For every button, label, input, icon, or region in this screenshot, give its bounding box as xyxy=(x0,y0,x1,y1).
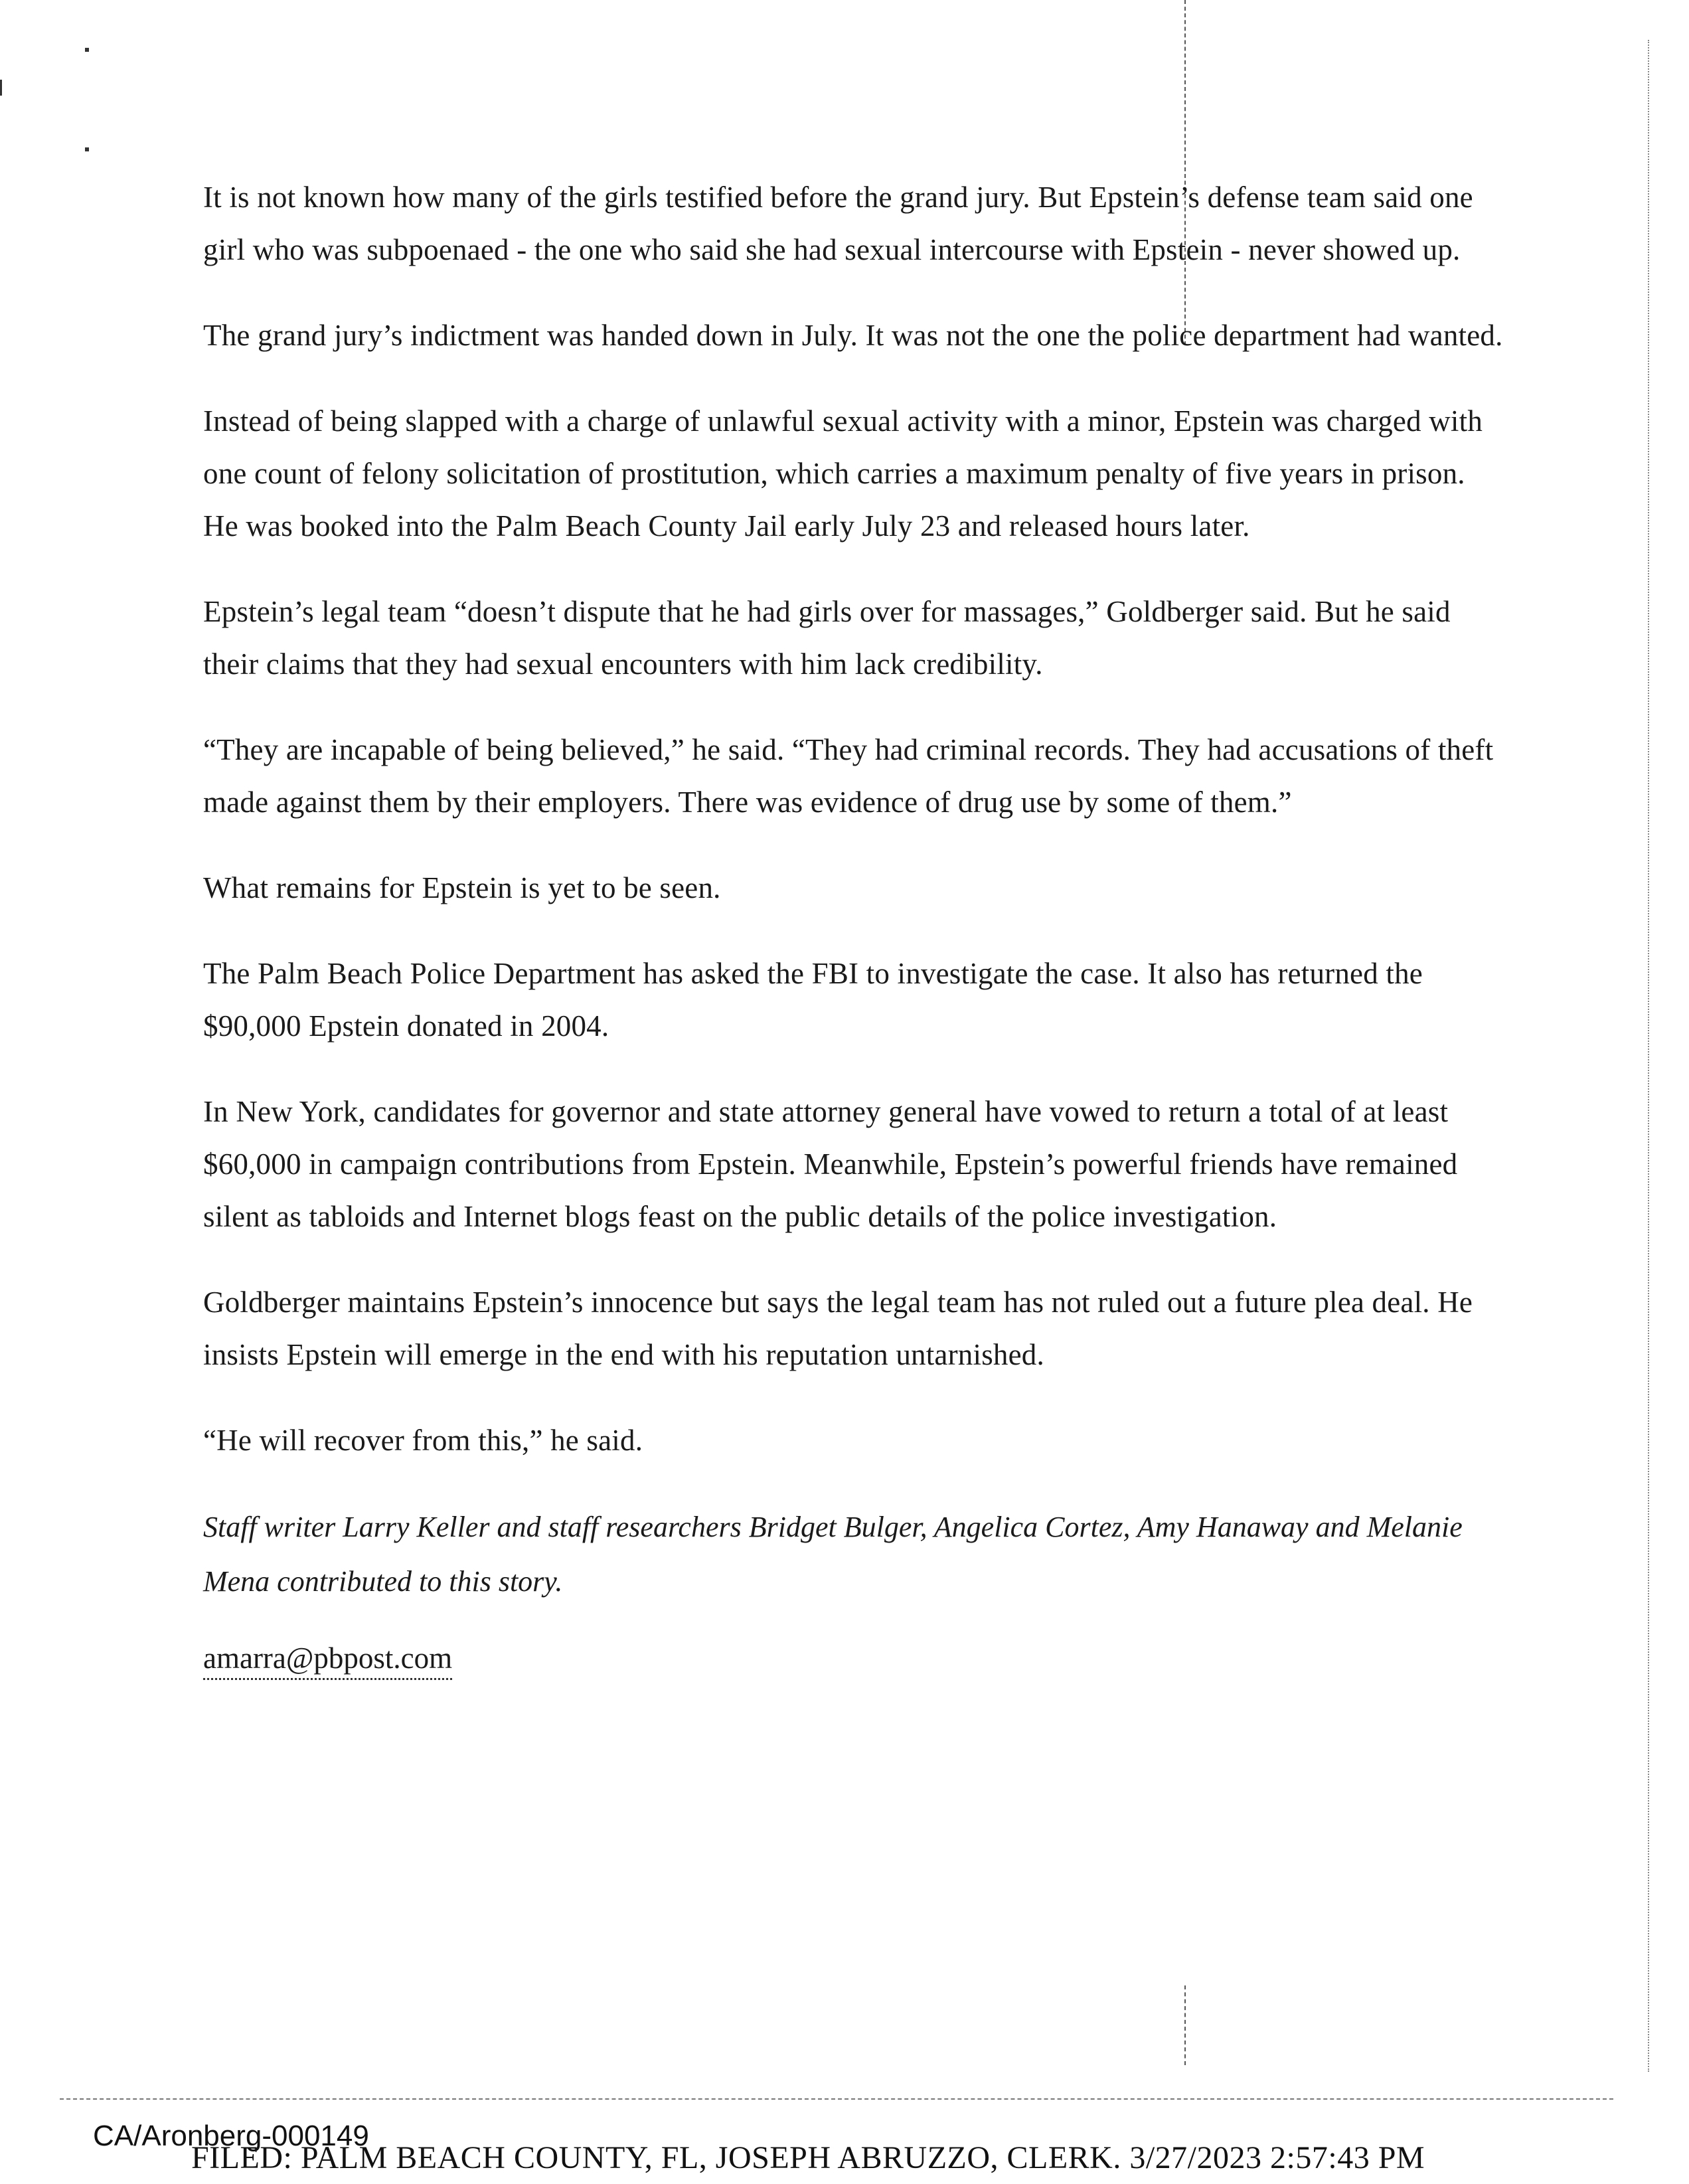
scan-artifact-mark xyxy=(85,147,89,151)
scan-artifact-right-edge xyxy=(1648,40,1649,2072)
filing-stamp: FILED: PALM BEACH COUNTY, FL, JOSEPH ABRUZZO, CLERK. 3/27/2023 2:57:43 PM xyxy=(191,2140,1425,2175)
article-paragraph: The grand jury’s indictment was handed down in July. It was not the one the police department had wanted. xyxy=(203,319,1503,352)
article-paragraph: It is not known how many of the girls testified before the grand jury. But Epstein’s defense team said one girl who was subpoenaed - the one who said she had sexual intercourse with Epstein - never showed up. xyxy=(203,181,1473,266)
scan-artifact-bottom-line xyxy=(60,2098,1613,2100)
article-paragraph: “He will recover from this,” he said. xyxy=(203,1424,643,1457)
article-paragraph: The Palm Beach Police Department has asked the FBI to investigate the case. It also has returned the $90,000 Epstein donated in 2004. xyxy=(203,957,1423,1043)
scan-artifact-mark xyxy=(0,80,2,96)
article-paragraph: Goldberger maintains Epstein’s innocence but says the legal team has not ruled out a future plea deal. He insists Epstein will emerge in the end with his reputation untarnished. xyxy=(203,1286,1473,1371)
staff-credit: Staff writer Larry Keller and staff researchers Bridget Bulger, Angelica Cortez, Amy Hanaway and Melanie Mena contributed to this story. xyxy=(203,1511,1463,1598)
author-email-link[interactable]: amarra@pbpost.com xyxy=(203,1639,452,1680)
article-paragraph: Epstein’s legal team “doesn’t dispute that he had girls over for massages,” Goldberger said. But he said their claims that they had sexual encounters with him lack credibility. xyxy=(203,595,1451,681)
article-body xyxy=(203,171,1504,1680)
article-paragraph: In New York, candidates for governor and state attorney general have vowed to return a total of at least $60,000 in campaign contributions from Epstein. Meanwhile, Epstein’s powerful friends have remained silent as tabloids and Internet blogs feast on the public details of the police investigation. xyxy=(203,1095,1458,1233)
article-paragraph: “They are incapable of being believed,” he said. “They had criminal records. They had accusations of theft made against them by their employers. There was evidence of drug use by some of them.” xyxy=(203,733,1494,819)
article-paragraph: Instead of being slapped with a charge of unlawful sexual activity with a minor, Epstein was charged with one count of felony solicitation of prostitution, which carries a maximum penalty of five years in prison. He was booked into the Palm Beach County Jail early July 23 and released hours later. xyxy=(203,404,1483,543)
scan-artifact-center-line-bottom xyxy=(1184,1985,1186,2065)
article-paragraph: What remains for Epstein is yet to be seen. xyxy=(203,871,721,904)
scan-artifact-mark xyxy=(85,48,89,52)
document-id: CA/Aronberg-000149 xyxy=(93,2120,369,2152)
